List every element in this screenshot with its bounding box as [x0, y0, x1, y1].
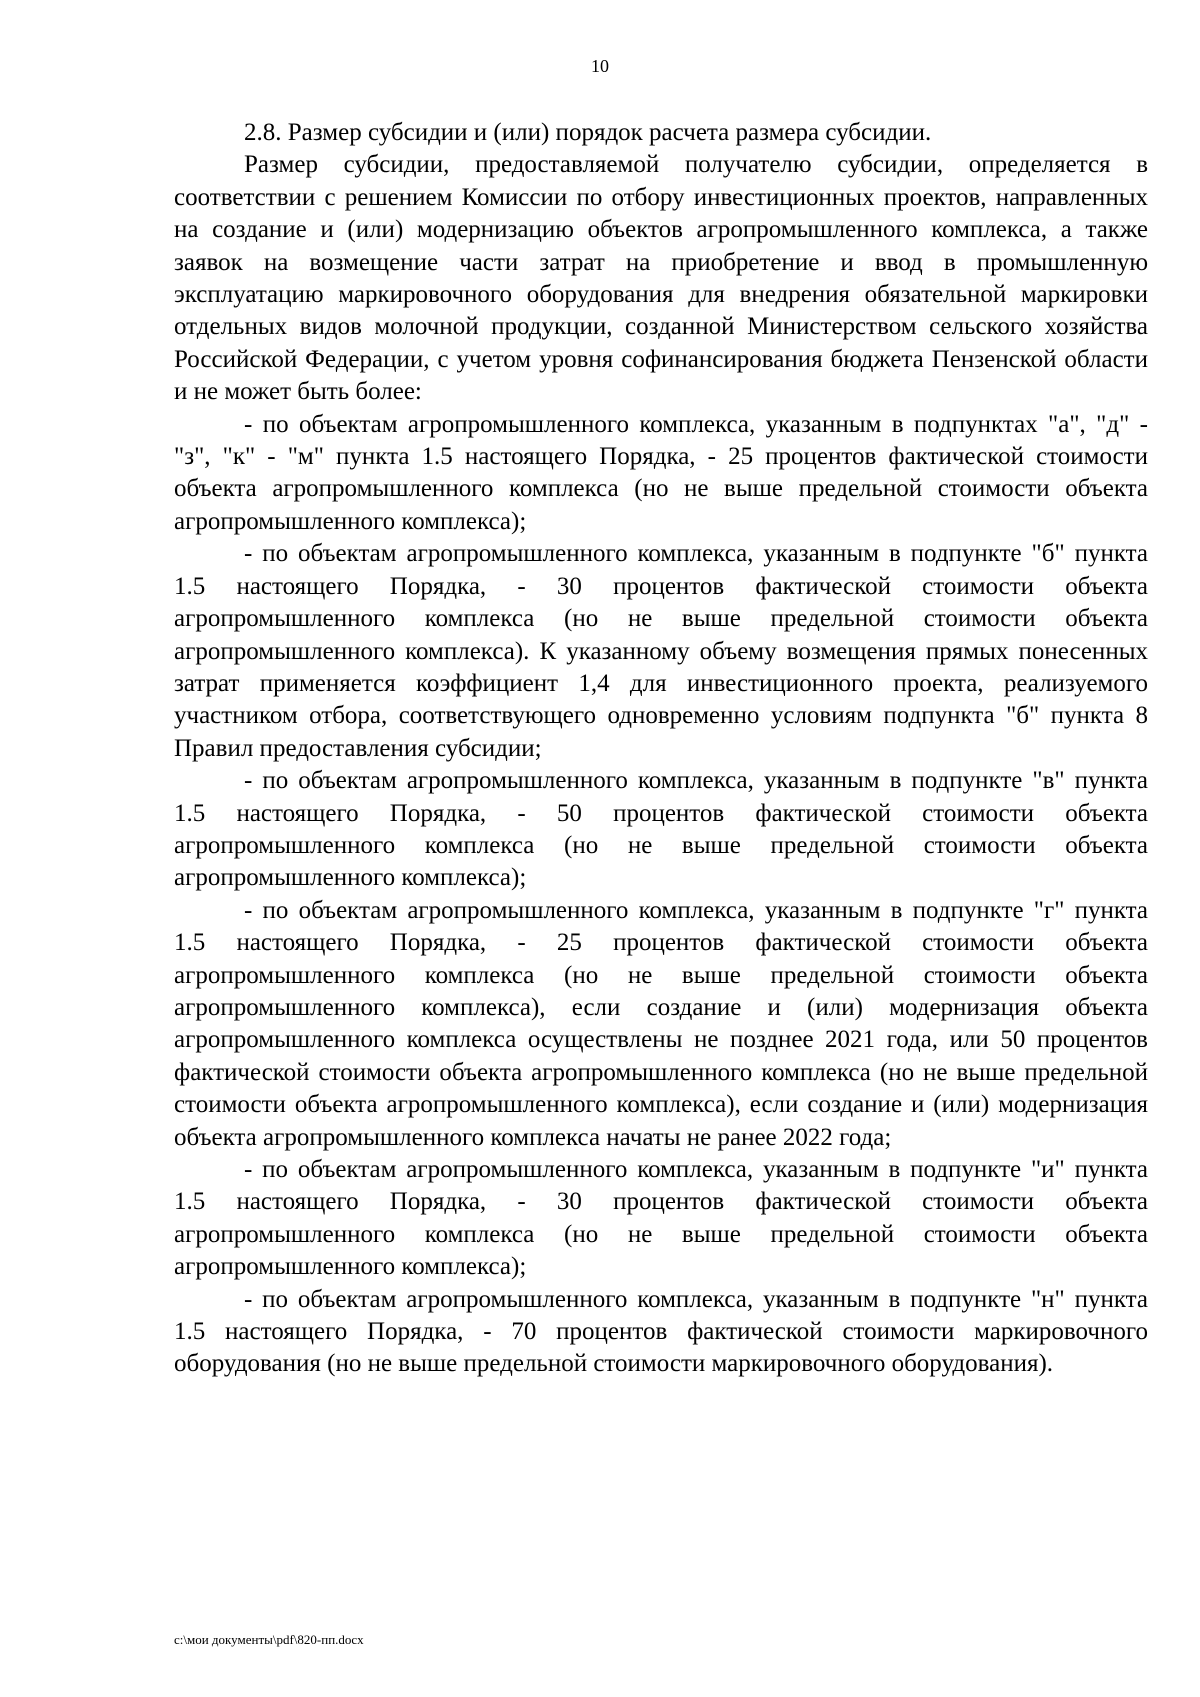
list-item: - по объектам агропромышленного комплекса, указанным в подпункте "в" пункта 1.5 настоящего Порядка, - 50 процентов фактической стоимости объекта агропромышленного комплекса (но не выше предельной стоимости объекта агропромышленного комплекса);	[174, 767, 1148, 892]
list-item: - по объектам агропромышленного комплекса, указанным в подпункте "б" пункта 1.5 настоящего Порядка, - 30 процентов фактической стоимости объекта агропромышленного комплекса (но не выше предельной стоимости объекта агропромышленного комплекса). К указанному объему возмещения прямых понесенных затрат применяется коэффициент 1,4 для инвестиционного проекта, реализуемого участником отбора, соответствующего одновременно условиям подпункта "б" пункта 8 Правил предоставления субсидии;	[174, 540, 1148, 762]
footer-file-path: c:\мои документы\pdf\820-пп.docx	[174, 1632, 364, 1647]
section-heading: 2.8. Размер субсидии и (или) порядок расчета размера субсидии.	[244, 119, 932, 146]
list-item: - по объектам агропромышленного комплекса, указанным в подпункте "и" пункта 1.5 настоящего Порядка, - 30 процентов фактической стоимости объекта агропромышленного комплекса (но не выше предельной стоимости объекта агропромышленного комплекса);	[174, 1156, 1148, 1281]
list-item: - по объектам агропромышленного комплекса, указанным в подпункте "н" пункта 1.5 настоящего Порядка, - 70 процентов фактической стоимости маркировочного оборудования (но не выше предельной стоимости маркировочного оборудования).	[174, 1285, 1148, 1378]
paragraph-subsidy-size: Размер субсидии, предоставляемой получателю субсидии, определяется в соответствии с решением Комиссии по отбору инвестиционных проектов, направленных на создание и (или) модернизацию объектов агропромышленного комплекса, а также заявок на возмещение части затрат на приобретение и ввод в промышленную эксплуатацию маркировочного оборудования для внедрения обязательной маркировки отдельных видов молочной продукции, созданной Министерством сельского хозяйства Российской Федерации, с учетом уровня софинансирования бюджета Пензенской области и не может быть более:	[174, 151, 1148, 406]
list-item: - по объектам агропромышленного комплекса, указанным в подпункте "г" пункта 1.5 настоящего Порядка, - 25 процентов фактической стоимости объекта агропромышленного комплекса (но не выше предельной стоимости объекта агропромышленного комплекса), если создание и (или) модернизация объекта агропромышленного комплекса осуществлены не позднее 2021 года, или 50 процентов фактической стоимости объекта агропромышленного комплекса (но не выше предельной стоимости объекта агропромышленного комплекса), если создание и (или) модернизация объекта агропромышленного комплекса начаты не ранее 2022 года;	[174, 896, 1148, 1151]
page-number: 10	[591, 56, 609, 76]
list-item: - по объектам агропромышленного комплекса, указанным в подпунктах "а", "д" - "з", "к" - "м" пункта 1.5 настоящего Порядка, - 25 процентов фактической стоимости объекта агропромышленного комплекса (но не выше предельной стоимости объекта агропромышленного комплекса);	[174, 410, 1148, 535]
document-body	[174, 117, 1148, 1381]
